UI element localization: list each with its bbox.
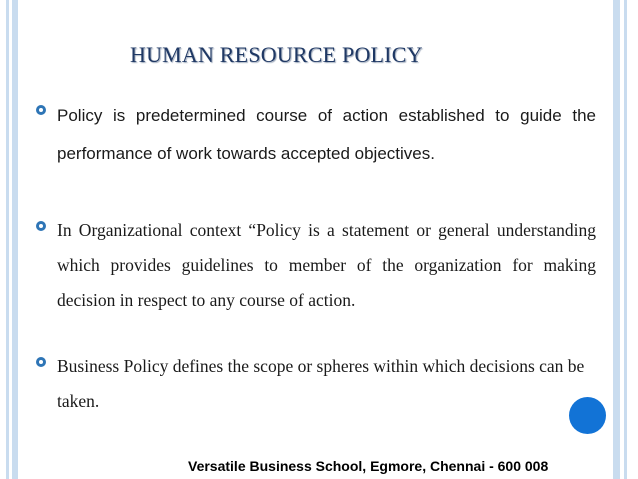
right-decorative-rail-outer xyxy=(624,0,627,479)
bullet-item xyxy=(36,349,596,419)
ring-bullet-icon xyxy=(36,357,46,367)
slide-title: HUMAN RESOURCE POLICY xyxy=(130,42,423,67)
bullet-text: In Organizational context “Policy is a statement or general understanding which provides guidelines to member of the organization for making decision in respect to any course of action. xyxy=(57,220,596,310)
accent-circle-icon xyxy=(569,397,606,434)
slide-footer: Versatile Business School, Egmore, Chennai - 600 008 xyxy=(188,458,549,474)
left-decorative-rail-inner xyxy=(12,0,18,479)
left-decorative-rail xyxy=(6,0,9,479)
bullet-item xyxy=(36,213,596,318)
ring-bullet-icon xyxy=(36,105,46,115)
ring-bullet-icon xyxy=(36,221,46,231)
bullet-text: Policy is predetermined course of action established to guide the performance of work towards accepted objectives. xyxy=(57,106,596,163)
bullet-text: Business Policy defines the scope or spheres within which decisions can be taken. xyxy=(57,356,585,411)
right-decorative-rail xyxy=(613,0,620,479)
bullet-item xyxy=(36,97,596,173)
